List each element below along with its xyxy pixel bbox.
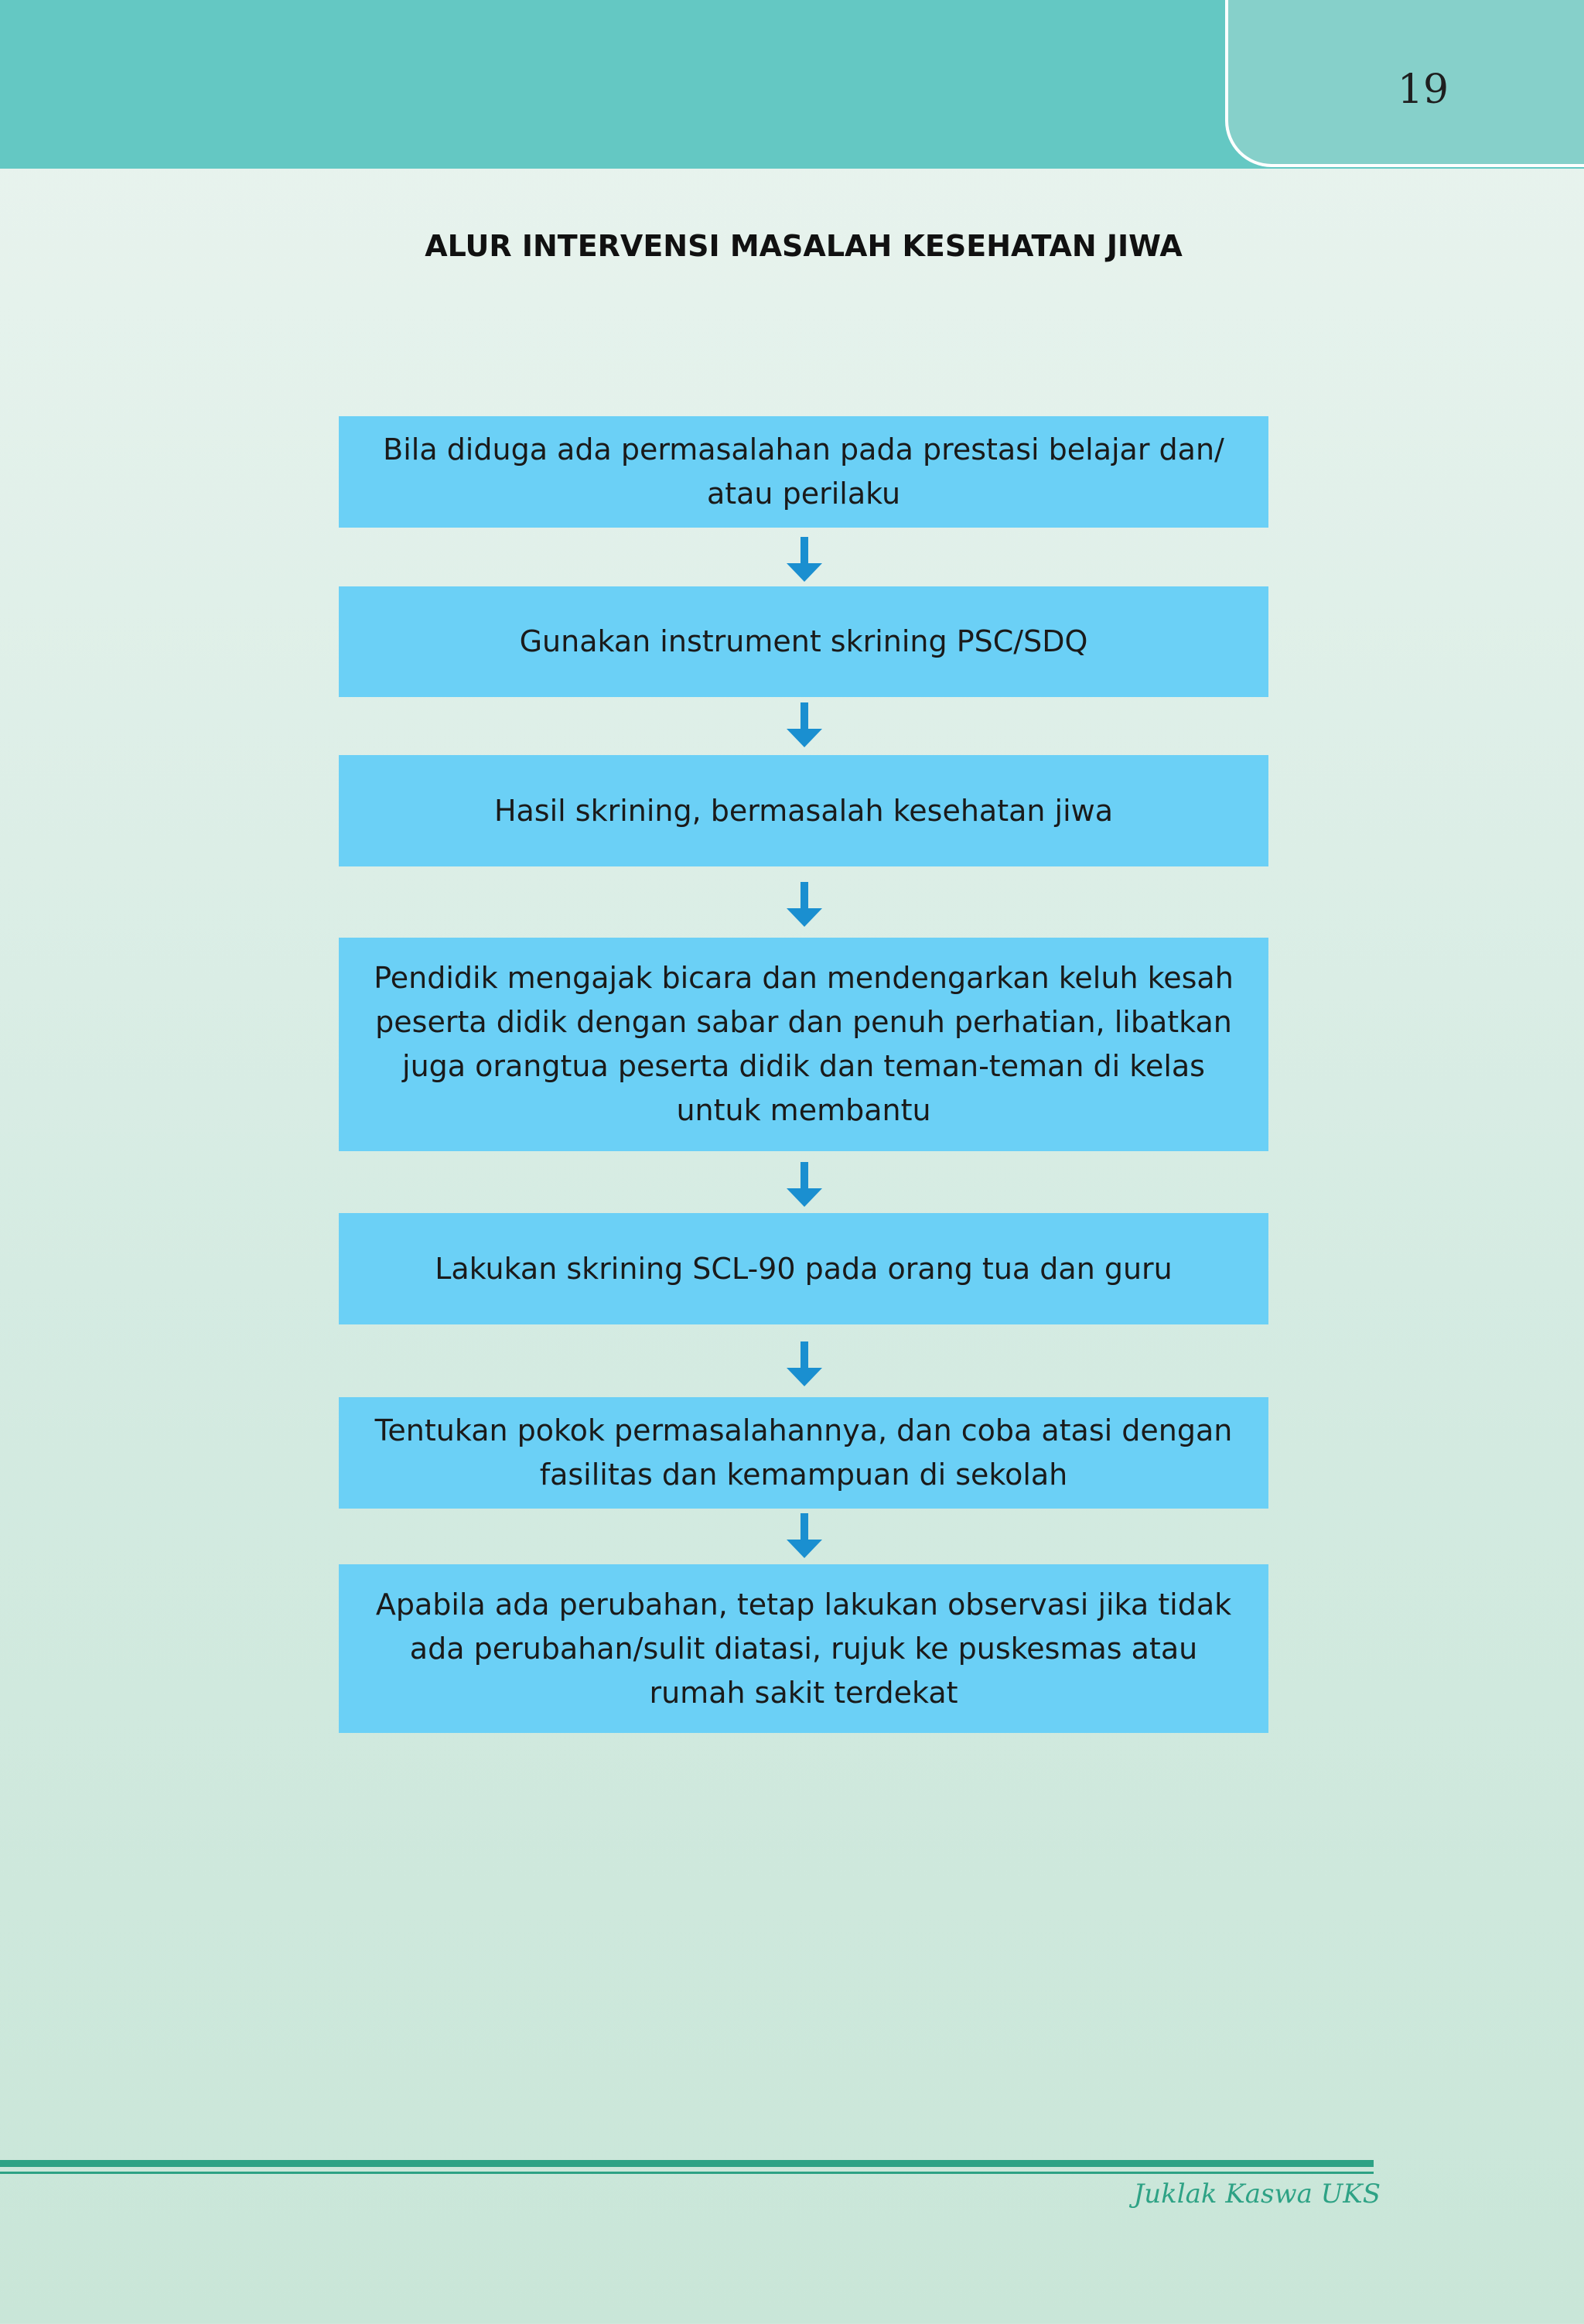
- arrow-down-icon: [785, 1162, 824, 1207]
- footer-rule-thin: [0, 2172, 1374, 2174]
- footer-rule: [0, 2160, 1374, 2167]
- footer-title: Juklak Kaswa UKS: [1133, 2179, 1381, 2210]
- flow-step-5: Lakukan skrining SCL-90 pada orang tua dan guru: [339, 1213, 1268, 1324]
- flow-step-3: Hasil skrining, bermasalah kesehatan jiwa: [339, 755, 1268, 866]
- flow-step-7: Apabila ada perubahan, tetap lakukan observasi jika tidak ada perubahan/sulit diatasi, rujuk ke puskesmas atau rumah sakit terdekat: [339, 1564, 1268, 1733]
- flow-step-2: Gunakan instrument skrining PSC/SDQ: [339, 586, 1268, 697]
- page-title: ALUR INTERVENSI MASALAH KESEHATAN JIWA: [425, 229, 1183, 263]
- arrow-down-icon: [785, 1341, 824, 1386]
- arrow-down-icon: [785, 702, 824, 747]
- page-number: 19: [1397, 67, 1449, 113]
- flow-step-6: Tentukan pokok permasalahannya, dan coba atasi dengan fasilitas dan kemampuan di sekolah: [339, 1397, 1268, 1509]
- flow-step-4: Pendidik mengajak bicara dan mendengarkan keluh kesah peserta didik dengan sabar dan penuh perhatian, libatkan juga orangtua peserta didik dan teman-teman di kelas untuk membantu: [339, 938, 1268, 1151]
- flow-step-1: Bila diduga ada permasalahan pada prestasi belajar dan/ atau perilaku: [339, 416, 1268, 528]
- arrow-down-icon: [785, 1513, 824, 1558]
- arrow-down-icon: [785, 882, 824, 927]
- arrow-down-icon: [785, 537, 824, 582]
